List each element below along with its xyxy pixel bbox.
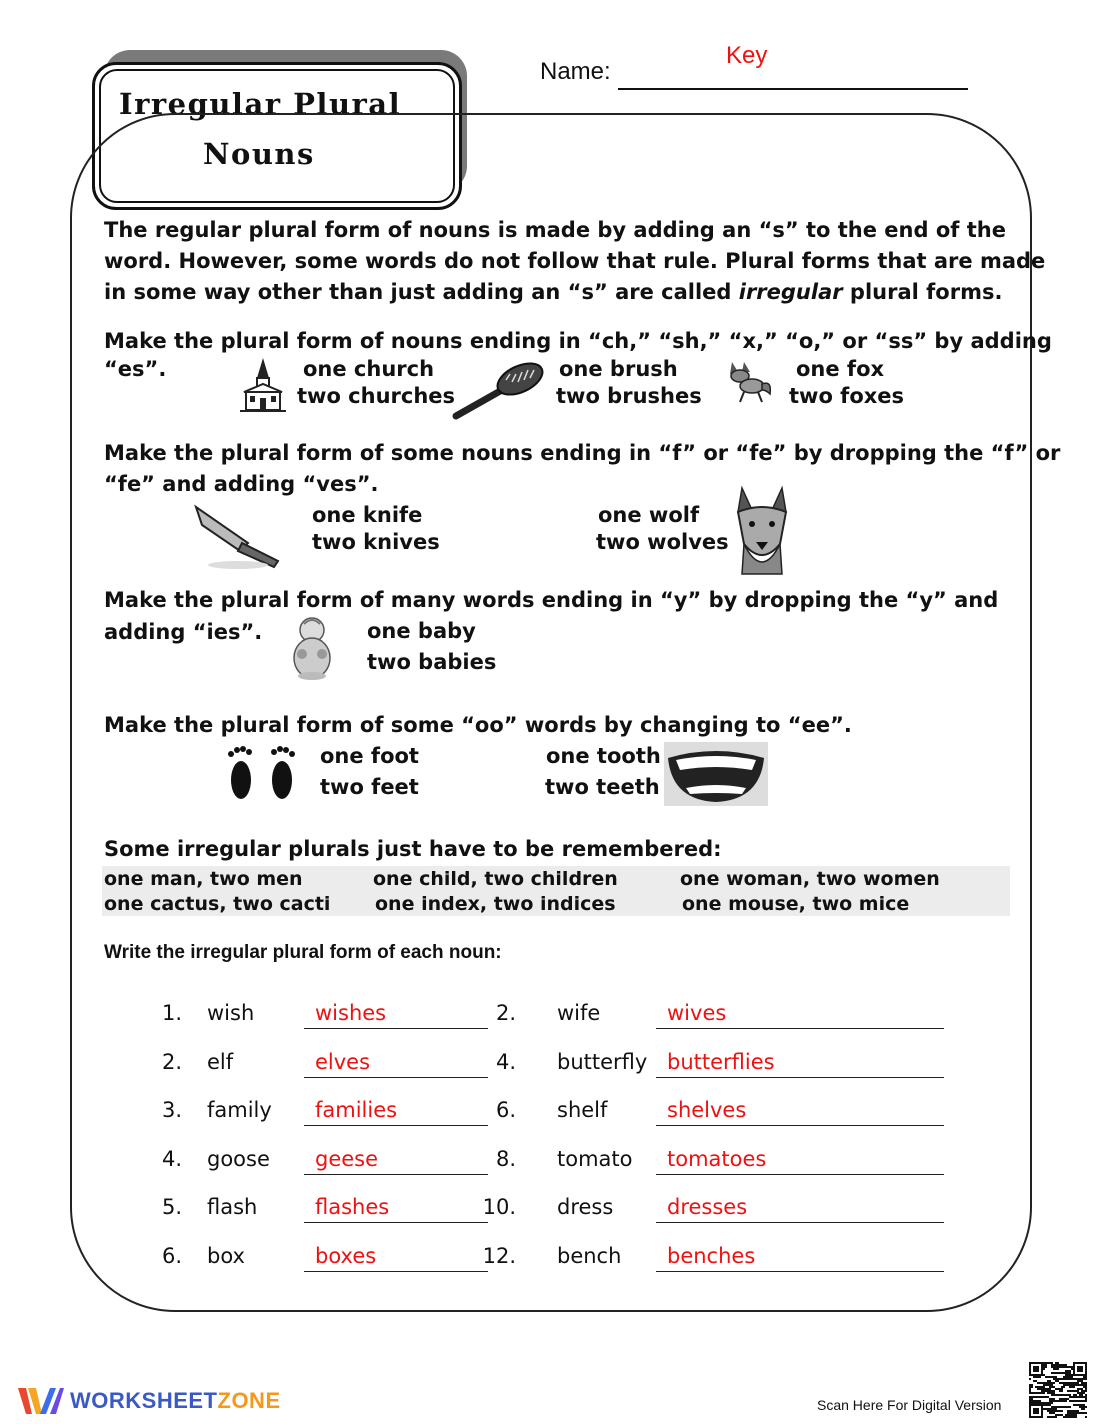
remember-cell: one woman, two women xyxy=(680,868,940,890)
answer-field[interactable]: butterflies xyxy=(667,1050,775,1074)
question-number: 1. xyxy=(161,1001,182,1025)
foot-two: two feet xyxy=(320,775,419,799)
wolf-one: one wolf xyxy=(598,503,700,527)
intro-line-2: word. However, some words do not follow that rule. Plural forms that are made xyxy=(104,249,1046,273)
question-number: 8. xyxy=(495,1147,516,1171)
brush-one: one brush xyxy=(559,357,678,381)
wolf-icon xyxy=(730,484,794,578)
answer-line xyxy=(656,1222,944,1223)
question-word: elf xyxy=(207,1050,234,1074)
answer-line xyxy=(304,1271,488,1272)
answer-line xyxy=(656,1125,944,1126)
question-word: bench xyxy=(557,1244,622,1268)
question-word: goose xyxy=(207,1147,270,1171)
rule-ies-line-2: adding “ies”. xyxy=(104,620,263,644)
question-number: 5. xyxy=(161,1195,182,1219)
wolf-two: two wolves xyxy=(596,530,729,554)
feet-icon xyxy=(224,744,300,802)
answer-line xyxy=(304,1077,488,1078)
fox-two: two foxes xyxy=(789,384,905,408)
church-icon xyxy=(238,356,288,414)
answer-line xyxy=(656,1028,944,1029)
question-number: 4. xyxy=(495,1050,516,1074)
answer-line xyxy=(304,1222,488,1223)
answer-field[interactable]: dresses xyxy=(667,1195,748,1219)
baby-one: one baby xyxy=(367,619,476,643)
question-number: 6. xyxy=(161,1244,182,1268)
answer-field[interactable]: boxes xyxy=(315,1244,377,1268)
exercise-heading: Write the irregular plural form of each noun: xyxy=(104,942,502,963)
scan-text: Scan Here For Digital Version xyxy=(817,1397,1002,1413)
question-word: wish xyxy=(207,1001,255,1025)
tooth-two: two teeth xyxy=(545,775,660,799)
question-word: wife xyxy=(557,1001,601,1025)
question-number: 4. xyxy=(161,1147,182,1171)
question-number: 2. xyxy=(495,1001,516,1025)
answer-field[interactable]: geese xyxy=(315,1147,379,1171)
question-number: 12. xyxy=(482,1244,516,1268)
rule-ies-line-1: Make the plural form of many words ending in “y” by dropping the “y” and xyxy=(104,588,999,612)
rule-es-line-1: Make the plural form of nouns ending in “ch,” “sh,” “x,” “o,” or “ss” by adding xyxy=(104,329,1052,353)
rule-ee-line-1: Make the plural form of some “oo” words by changing to “ee”. xyxy=(104,713,852,737)
answer-line xyxy=(304,1174,488,1175)
answer-line xyxy=(656,1271,944,1272)
intro-line-3: in some way other than just adding an “s” are called irregular plural forms. xyxy=(104,280,1003,304)
church-two: two churches xyxy=(297,384,456,408)
remember-heading: Some irregular plurals just have to be remembered: xyxy=(104,837,722,861)
answer-field[interactable]: tomatoes xyxy=(667,1147,767,1171)
qr-code-icon[interactable] xyxy=(1029,1362,1087,1418)
name-field-line[interactable] xyxy=(618,88,968,90)
brand-name: WORKSHEETZONE xyxy=(70,1388,281,1413)
church-one: one church xyxy=(303,357,435,381)
question-word: dress xyxy=(557,1195,614,1219)
answer-line xyxy=(304,1028,488,1029)
foot-one: one foot xyxy=(320,744,419,768)
name-label: Name: xyxy=(540,58,611,85)
answer-field[interactable]: flashes xyxy=(315,1195,390,1219)
answer-field[interactable]: shelves xyxy=(667,1098,747,1122)
answer-line xyxy=(304,1125,488,1126)
remember-cell: one child, two children xyxy=(373,868,618,890)
answer-field[interactable]: benches xyxy=(667,1244,756,1268)
question-word: butterfly xyxy=(557,1050,648,1074)
irregular-emphasis: irregular xyxy=(738,280,843,304)
question-number: 10. xyxy=(482,1195,516,1219)
answer-field[interactable]: wives xyxy=(667,1001,727,1025)
rule-ves-line-2: “fe” and adding “ves”. xyxy=(104,472,379,496)
question-number: 3. xyxy=(161,1098,182,1122)
question-word: family xyxy=(207,1098,272,1122)
key-label: Key xyxy=(726,42,768,69)
remember-cell: one man, two men xyxy=(104,868,303,890)
teeth-icon xyxy=(664,742,768,806)
remember-cell: one index, two indices xyxy=(375,893,616,915)
question-number: 6. xyxy=(495,1098,516,1122)
answer-line xyxy=(656,1077,944,1078)
knife-two: two knives xyxy=(312,530,440,554)
remember-cell: one mouse, two mice xyxy=(682,893,910,915)
intro-line-1: The regular plural form of nouns is made by adding an “s” to the end of the xyxy=(104,218,1006,242)
fox-one: one fox xyxy=(796,357,885,381)
rule-ves-line-1: Make the plural form of some nouns ending in “f” or “fe” by dropping the “f” or xyxy=(104,441,1061,465)
page-title-line1: Irregular Plural xyxy=(119,87,402,121)
question-word: box xyxy=(207,1244,245,1268)
remember-cell: one cactus, two cacti xyxy=(104,893,331,915)
baby-icon xyxy=(286,614,338,682)
answer-field[interactable]: elves xyxy=(315,1050,371,1074)
brush-icon xyxy=(450,360,548,422)
fox-icon xyxy=(722,354,774,406)
worksheetzone-logo-icon xyxy=(16,1384,64,1418)
baby-two: two babies xyxy=(367,650,497,674)
answer-line xyxy=(656,1174,944,1175)
question-word: shelf xyxy=(557,1098,608,1122)
tooth-one: one tooth xyxy=(546,744,661,768)
question-word: flash xyxy=(207,1195,258,1219)
answer-field[interactable]: wishes xyxy=(315,1001,387,1025)
knife-icon xyxy=(192,503,284,569)
question-number: 2. xyxy=(161,1050,182,1074)
answer-field[interactable]: families xyxy=(315,1098,398,1122)
page-title-line2: Nouns xyxy=(203,137,315,171)
brush-two: two brushes xyxy=(556,384,702,408)
question-word: tomato xyxy=(557,1147,633,1171)
rule-es-line-2: “es”. xyxy=(104,357,167,381)
knife-one: one knife xyxy=(312,503,423,527)
